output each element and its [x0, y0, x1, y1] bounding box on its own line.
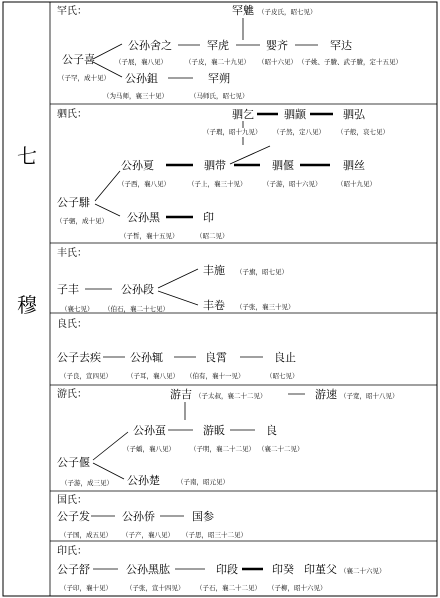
section-title: 丰氏： — [57, 248, 87, 259]
person-guoshen: 国参 — [192, 510, 214, 523]
lineage-line — [230, 146, 270, 164]
section-si — [56, 107, 389, 240]
person-note: （昭十九见） — [337, 180, 376, 188]
section-feng — [57, 246, 295, 313]
section-title: 国氏： — [57, 495, 87, 506]
person-note: （子宽，昭十八见） — [340, 392, 399, 400]
person-note: （马师氏，昭七见） — [190, 92, 249, 100]
person-note: （子展，襄八见） — [115, 58, 167, 66]
person-sunshe: 公孙舍之 — [128, 39, 172, 52]
person-fengjuan: 丰卷 — [203, 299, 225, 312]
person-note: （子般，哀七见） — [337, 128, 389, 136]
person-note: （子印，襄十见） — [60, 584, 112, 592]
person-yin: 印 — [203, 211, 214, 224]
person-sunxia: 公孙夏 — [121, 159, 154, 172]
person-note: （昭七见） — [266, 372, 299, 380]
person-note: （子旗，昭七见） — [236, 268, 288, 276]
person-note: （子思，昭三十二见） — [182, 531, 247, 539]
person-note: （子柳，昭十六见） — [268, 584, 327, 592]
person-youji: 游吉 — [170, 388, 192, 401]
person-sidai: 驷带 — [204, 159, 226, 172]
person-gongzifa: 公子发 — [57, 510, 90, 523]
person-note: （子皮氏，昭七见） — [258, 8, 317, 16]
section-you — [57, 387, 399, 487]
person-note: （子上，襄三十见） — [188, 180, 247, 188]
person-siyan: 驷颛 — [284, 108, 306, 121]
person-note: （子产，襄八见） — [122, 531, 174, 539]
person-note: （子瑕，昭十九见） — [203, 128, 262, 136]
person-note: （子皮，襄二十九见） — [185, 58, 250, 66]
person-note: （子张，宣十四见） — [126, 584, 185, 592]
section-title: 游氏： — [57, 389, 87, 400]
person-sunzu: 公孙鉏 — [125, 72, 158, 85]
person-sunduan: 公孙段 — [121, 283, 154, 296]
person-note: （子国，成五见） — [60, 531, 112, 539]
person-yinjinfu: 印堇父 — [304, 563, 337, 576]
lineage-line — [95, 204, 120, 216]
lineage-line — [93, 44, 122, 59]
person-note: （子南，昭元见） — [177, 478, 229, 486]
person-handa: 罕达 — [330, 39, 352, 52]
person-siyan2: 驷偃 — [272, 159, 294, 172]
person-sunhei: 公孙黑 — [127, 211, 160, 224]
person-sihong: 驷弘 — [343, 108, 365, 121]
person-yinduan: 印段 — [216, 563, 238, 576]
person-note: （伯有，襄十一见） — [186, 372, 245, 380]
person-hanshuo: 罕朔 — [208, 72, 230, 85]
section-title: 印氏： — [57, 546, 87, 557]
person-sisi: 驷丝 — [343, 159, 365, 172]
person-gongzijia: 公子偃 — [57, 456, 90, 469]
person-note: （襄七见） — [61, 305, 94, 313]
person-note: （子驷，成十见） — [56, 217, 108, 225]
lineage-line — [95, 171, 120, 201]
person-liang: 良 — [266, 424, 277, 437]
person-note: （子太叔，襄二十二见） — [195, 392, 267, 400]
person-han-hu: 罕魋 — [232, 4, 254, 17]
side-label-top: 七 — [17, 144, 37, 168]
person-quji: 公子去疾 — [57, 351, 101, 364]
person-note: （子皙，襄十五见） — [120, 232, 179, 240]
section-guo — [57, 493, 247, 539]
person-hanhu: 罕虎 — [207, 39, 229, 52]
person-note: （子游，昭十六见） — [263, 180, 322, 188]
person-note: （子姚、子賸、武子賸，定十五见） — [298, 58, 402, 66]
person-note: （襄二十二见） — [258, 445, 304, 453]
person-note: （子张，襄三十见） — [236, 303, 295, 311]
person-liangzhi: 良止 — [274, 351, 296, 364]
side-label-bottom: 穆 — [17, 293, 37, 317]
section-title: 罕氏： — [57, 6, 87, 17]
person-sunheigong: 公孙黑肱 — [126, 563, 170, 576]
person-sige: 驷乞 — [232, 108, 254, 121]
person-sunzhe: 公孙辄 — [130, 351, 163, 364]
person-gongzixi: 公子喜 — [62, 53, 95, 66]
person-yingqi: 婴齐 — [266, 39, 288, 52]
person-sunchai: 公孙虿 — [133, 424, 166, 437]
person-gongzifei: 公子騑 — [57, 196, 90, 209]
section-yinshi — [57, 544, 386, 592]
person-note: （襄二十六见） — [340, 567, 386, 575]
person-note: （昭二见） — [196, 232, 229, 240]
person-note: （子良，宣四见） — [60, 372, 112, 380]
person-note: （子游，成三见） — [61, 479, 113, 487]
person-note: （子耳，襄八见） — [127, 372, 179, 380]
person-note: （子明，襄二十二见） — [190, 445, 255, 453]
person-yousu: 游速 — [315, 388, 337, 401]
person-zifeng: 子丰 — [57, 283, 79, 296]
person-note: （子蟜，襄八见） — [123, 445, 175, 453]
person-sunqiao: 公孙侨 — [122, 510, 155, 523]
person-sunchu: 公孙楚 — [127, 474, 160, 487]
person-fengshi: 丰施 — [203, 264, 225, 277]
lineage-line — [93, 463, 124, 479]
section-han — [57, 4, 402, 100]
lineage-line — [158, 291, 198, 305]
lineage-line — [158, 269, 198, 288]
person-note: （伯石，襄二十七见） — [104, 305, 169, 313]
person-note: （子罕，成十见） — [58, 74, 110, 82]
person-gongzishu: 公子舒 — [57, 563, 90, 576]
section-title: 驷氏： — [57, 109, 87, 120]
person-note: （为马师，襄三十见） — [103, 92, 168, 100]
person-note: （子然，定八见） — [273, 128, 325, 136]
section-liang — [57, 317, 299, 380]
section-title: 良氏： — [57, 319, 87, 330]
person-youfan: 游眅 — [203, 424, 225, 437]
person-note: （昭十六见） — [258, 58, 297, 66]
person-liangxiao: 良霄 — [205, 351, 227, 364]
person-yinkui: 印癸 — [272, 563, 294, 576]
person-note: （子石，襄二十二见） — [196, 584, 261, 592]
person-note: （子西，襄八见） — [118, 180, 170, 188]
